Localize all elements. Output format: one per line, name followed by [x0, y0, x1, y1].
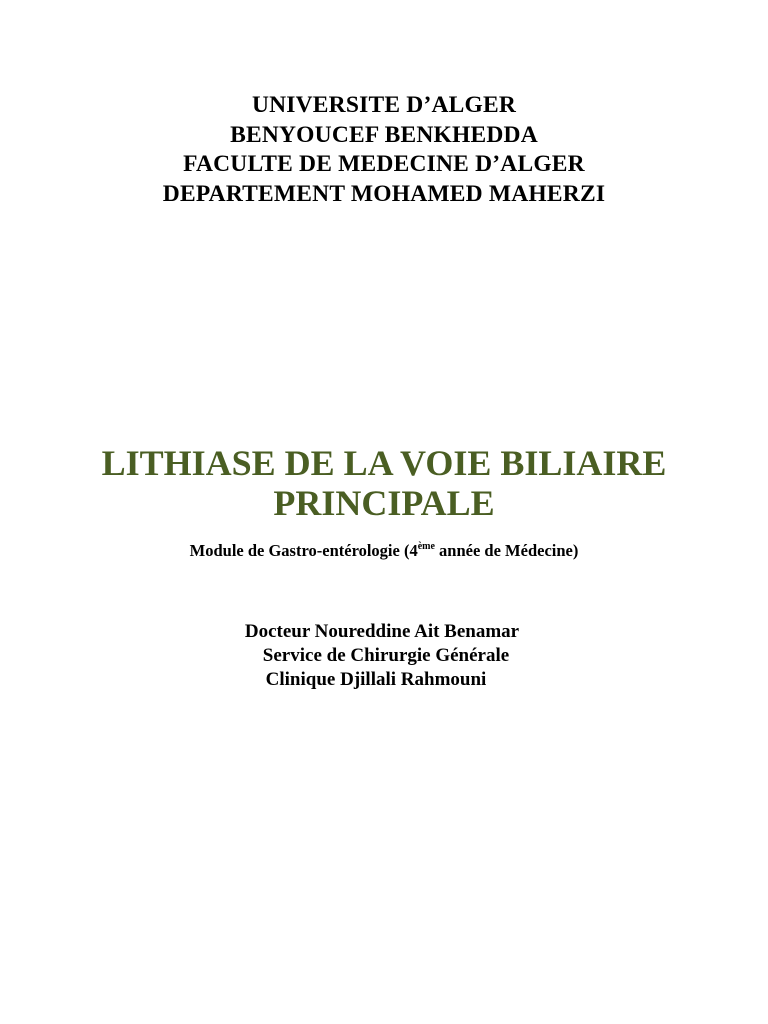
- module-prefix: Module de Gastro-entérologie (4: [189, 541, 418, 560]
- author-name: Docteur Noureddine Ait Benamar: [244, 621, 520, 642]
- author-clinic: Clinique Djillali Rahmouni: [265, 669, 487, 690]
- document-title: [0, 443, 768, 523]
- module-suffix: année de Médecine): [434, 541, 579, 560]
- module-superscript: ème: [417, 541, 435, 552]
- module-subtitle: [0, 540, 768, 562]
- author-service: Service de Chirurgie Générale: [262, 645, 510, 666]
- university-subtitle: BENYOUCEF BENKHEDDA: [230, 121, 538, 148]
- university-name: UNIVERSITE D’ALGER: [251, 92, 517, 118]
- department-name: DEPARTEMENT MOHAMED MAHERZI: [162, 180, 606, 207]
- institution-header: [0, 91, 768, 209]
- title-line-2: PRINCIPALE: [273, 483, 495, 523]
- title-line-1: LITHIASE DE LA VOIE BILIAIRE: [101, 443, 667, 483]
- faculty-name: FACULTE DE MEDECINE D’ALGER: [183, 151, 585, 177]
